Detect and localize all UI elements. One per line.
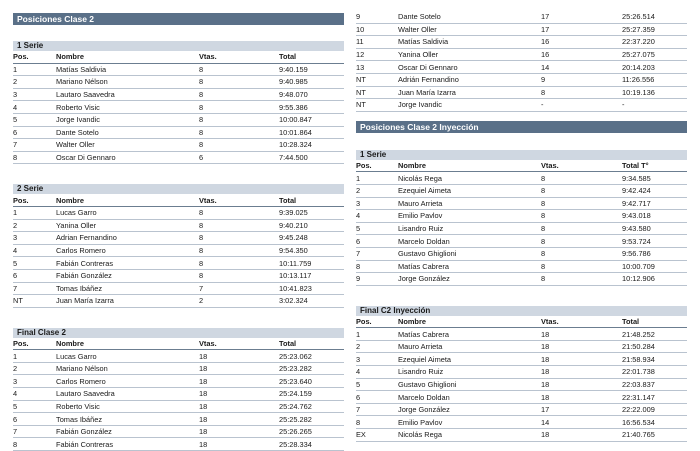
table-row xyxy=(356,48,687,61)
laps-cell: 8 xyxy=(541,260,622,273)
total-cell: 9:34.585 xyxy=(622,172,687,185)
name-cell: Carlos Romero xyxy=(56,375,199,388)
name-cell: Nicolás Rega xyxy=(398,172,541,185)
pos-cell: 5 xyxy=(13,400,56,413)
laps-cell: 8 xyxy=(199,219,279,232)
table-row xyxy=(356,197,687,210)
total-cell: 9:42.424 xyxy=(622,184,687,197)
laps-cell: 18 xyxy=(199,388,279,401)
table-row xyxy=(356,247,687,260)
total-cell: 9:48.070 xyxy=(279,88,344,101)
name-cell: Mauro Arrieta xyxy=(398,197,541,210)
total-cell: 22:31.147 xyxy=(622,391,687,404)
total-cell: 10:13.117 xyxy=(279,269,344,282)
table-row xyxy=(13,101,344,114)
table-row xyxy=(13,282,344,295)
table-row xyxy=(356,73,687,86)
name-cell: Matías Saldivia xyxy=(56,63,199,76)
table-row xyxy=(356,260,687,273)
name-cell: Tomas Ibáñez xyxy=(56,282,199,295)
pos-cell: NT xyxy=(356,86,398,99)
laps-cell: 18 xyxy=(199,350,279,363)
table-row xyxy=(356,86,687,99)
laps-cell: 6 xyxy=(199,151,279,164)
serie-1-title: 1 Serie xyxy=(13,41,344,51)
table-row xyxy=(13,388,344,401)
laps-cell: 18 xyxy=(541,328,622,341)
serie-2-title: 2 Serie xyxy=(13,184,344,194)
total-cell: 25:25.282 xyxy=(279,413,344,426)
name-cell: Tomas Ibáñez xyxy=(56,413,199,426)
name-header: Nombre xyxy=(398,160,541,172)
laps-cell: 2 xyxy=(199,295,279,308)
total-cell: 10:01.864 xyxy=(279,126,344,139)
laps-cell: 8 xyxy=(541,184,622,197)
laps-cell: 18 xyxy=(541,340,622,353)
table-row xyxy=(356,235,687,248)
name-cell: Dante Sotelo xyxy=(398,11,541,23)
total-cell: 25:24.762 xyxy=(279,400,344,413)
pos-cell: 8 xyxy=(13,151,56,164)
inyeccion-serie-1-table xyxy=(356,160,687,286)
total-cell: 9:40.159 xyxy=(279,63,344,76)
pos-cell: NT xyxy=(13,295,56,308)
total-cell: 21:48.252 xyxy=(622,328,687,341)
name-cell: Adrián Fernandino xyxy=(398,73,541,86)
name-cell: Gustavo Ghiglioni xyxy=(398,247,541,260)
pos-header: Pos. xyxy=(356,160,398,172)
table-row xyxy=(13,244,344,257)
table-row xyxy=(356,23,687,36)
total-cell: 10:19.136 xyxy=(622,86,687,99)
table-row xyxy=(356,210,687,223)
name-cell: Lucas Garro xyxy=(56,206,199,219)
pos-cell: 6 xyxy=(356,235,398,248)
table-row xyxy=(13,295,344,308)
name-cell: Fabián Contreras xyxy=(56,257,199,270)
table-row xyxy=(13,350,344,363)
name-header: Nombre xyxy=(398,316,541,328)
pos-cell: 6 xyxy=(356,391,398,404)
pos-cell: 3 xyxy=(356,197,398,210)
table-row xyxy=(13,269,344,282)
pos-cell: 7 xyxy=(13,282,56,295)
final-clase-2-continued-table xyxy=(356,11,687,112)
name-cell: Oscar Di Gennaro xyxy=(398,61,541,74)
pos-cell: 8 xyxy=(356,416,398,429)
laps-cell: 8 xyxy=(199,113,279,126)
total-cell: 9:40.210 xyxy=(279,219,344,232)
table-row xyxy=(13,88,344,101)
name-cell: Marcelo Doldan xyxy=(398,235,541,248)
laps-header: Vtas. xyxy=(199,338,279,350)
laps-cell: 18 xyxy=(199,362,279,375)
laps-cell: 18 xyxy=(541,429,622,442)
table-row xyxy=(13,413,344,426)
final-clase-2-title: Final Clase 2 xyxy=(13,328,344,338)
clase-2-banner: Posiciones Clase 2 xyxy=(13,13,344,25)
laps-cell: 8 xyxy=(541,172,622,185)
name-cell: Juan María Izarra xyxy=(56,295,199,308)
right-column xyxy=(356,0,687,442)
name-cell: Roberto Visic xyxy=(56,101,199,114)
total-header: Total xyxy=(622,316,687,328)
pos-cell: 5 xyxy=(13,257,56,270)
name-cell: Lisandro Ruiz xyxy=(398,222,541,235)
laps-cell: 8 xyxy=(199,244,279,257)
name-cell: Marcelo Doldan xyxy=(398,391,541,404)
laps-cell: 16 xyxy=(541,36,622,49)
pos-cell: 12 xyxy=(356,48,398,61)
table-row xyxy=(13,113,344,126)
pos-cell: 5 xyxy=(356,378,398,391)
pos-cell: 7 xyxy=(13,425,56,438)
laps-header: Vtas. xyxy=(541,160,622,172)
laps-cell: 17 xyxy=(541,403,622,416)
pos-cell: 1 xyxy=(13,206,56,219)
table-header-row xyxy=(13,338,344,350)
pos-cell: EX xyxy=(356,429,398,442)
final-c2-inyeccion-title: Final C2 Inyección xyxy=(356,306,687,316)
table-header-row xyxy=(13,51,344,63)
table-row xyxy=(13,139,344,152)
laps-cell: 18 xyxy=(199,375,279,388)
table-row xyxy=(356,11,687,23)
total-cell: 22:03.837 xyxy=(622,378,687,391)
name-cell: Yanina Oller xyxy=(398,48,541,61)
laps-cell: 8 xyxy=(199,88,279,101)
laps-cell: 8 xyxy=(199,206,279,219)
table-row xyxy=(13,232,344,245)
pos-cell: 9 xyxy=(356,11,398,23)
total-cell: 20:14.203 xyxy=(622,61,687,74)
laps-cell: 18 xyxy=(199,400,279,413)
table-row xyxy=(13,206,344,219)
table-row xyxy=(356,61,687,74)
pos-cell: 2 xyxy=(13,219,56,232)
name-cell: Mariano Nélson xyxy=(56,76,199,89)
pos-cell: 11 xyxy=(356,36,398,49)
table-row xyxy=(356,172,687,185)
laps-cell: 16 xyxy=(541,48,622,61)
table-row xyxy=(13,63,344,76)
laps-cell: 8 xyxy=(199,232,279,245)
name-cell: Mauro Arrieta xyxy=(398,340,541,353)
name-cell: Oscar Di Gennaro xyxy=(56,151,199,164)
pos-cell: 3 xyxy=(356,353,398,366)
total-cell: 10:00.709 xyxy=(622,260,687,273)
pos-cell: 6 xyxy=(13,413,56,426)
pos-cell: 6 xyxy=(13,269,56,282)
pos-cell: 13 xyxy=(356,61,398,74)
total-cell: 25:26.514 xyxy=(622,11,687,23)
name-cell: Lautaro Saavedra xyxy=(56,388,199,401)
laps-cell: 8 xyxy=(541,210,622,223)
total-cell: 21:58.934 xyxy=(622,353,687,366)
name-cell: Fabián Contreras xyxy=(56,438,199,451)
total-cell: 25:27.075 xyxy=(622,48,687,61)
total-cell: 7:44.500 xyxy=(279,151,344,164)
laps-cell: 18 xyxy=(541,378,622,391)
table-row xyxy=(13,76,344,89)
laps-cell: 18 xyxy=(199,425,279,438)
total-cell: - xyxy=(622,99,687,112)
pos-cell: 1 xyxy=(356,328,398,341)
pos-cell: 5 xyxy=(13,113,56,126)
laps-cell: 8 xyxy=(541,235,622,248)
name-cell: Juan María Izarra xyxy=(398,86,541,99)
table-row xyxy=(356,378,687,391)
serie-2-table xyxy=(13,194,344,307)
name-cell: Yanina Oller xyxy=(56,219,199,232)
total-cell: 10:00.847 xyxy=(279,113,344,126)
total-header: Total T° xyxy=(622,160,687,172)
total-header: Total xyxy=(279,338,344,350)
table-row xyxy=(13,362,344,375)
pos-cell: 8 xyxy=(356,260,398,273)
pos-cell: 2 xyxy=(356,184,398,197)
total-cell: 21:50.284 xyxy=(622,340,687,353)
total-cell: 25:23.062 xyxy=(279,350,344,363)
pos-cell: 7 xyxy=(356,247,398,260)
laps-cell: 18 xyxy=(541,353,622,366)
total-cell: 25:23.282 xyxy=(279,362,344,375)
total-cell: 10:11.759 xyxy=(279,257,344,270)
pos-cell: 3 xyxy=(13,232,56,245)
name-cell: Carlos Romero xyxy=(56,244,199,257)
name-cell: Mariano Nélson xyxy=(56,362,199,375)
name-cell: Jorge Ivandic xyxy=(398,99,541,112)
total-cell: 9:53.724 xyxy=(622,235,687,248)
name-cell: Emilio Pavlov xyxy=(398,210,541,223)
laps-cell: 8 xyxy=(541,197,622,210)
table-row xyxy=(356,366,687,379)
pos-cell: 2 xyxy=(13,362,56,375)
name-cell: Ezequiel Aimeta xyxy=(398,184,541,197)
laps-cell: 8 xyxy=(541,247,622,260)
total-cell: 9:54.350 xyxy=(279,244,344,257)
name-cell: Matías Cabrera xyxy=(398,260,541,273)
name-cell: Matías Saldivia xyxy=(398,36,541,49)
laps-header: Vtas. xyxy=(199,51,279,63)
pos-cell: 4 xyxy=(13,244,56,257)
name-cell: Walter Oller xyxy=(398,23,541,36)
total-cell: 9:43.018 xyxy=(622,210,687,223)
pos-cell: 4 xyxy=(356,366,398,379)
total-cell: 9:55.386 xyxy=(279,101,344,114)
pos-cell: 1 xyxy=(13,350,56,363)
table-row xyxy=(356,36,687,49)
total-cell: 22:01.738 xyxy=(622,366,687,379)
table-row xyxy=(356,273,687,286)
table-row xyxy=(356,328,687,341)
pos-cell: 4 xyxy=(13,101,56,114)
total-cell: 9:40.985 xyxy=(279,76,344,89)
total-cell: 21:40.765 xyxy=(622,429,687,442)
total-cell: 22:22.009 xyxy=(622,403,687,416)
name-cell: Dante Sotelo xyxy=(56,126,199,139)
laps-cell: 7 xyxy=(199,282,279,295)
table-row xyxy=(356,403,687,416)
total-cell: 10:12.906 xyxy=(622,273,687,286)
name-cell: Emilio Pavlov xyxy=(398,416,541,429)
name-cell: Jorge González xyxy=(398,403,541,416)
name-cell: Adrian Fernandino xyxy=(56,232,199,245)
laps-cell: 8 xyxy=(199,139,279,152)
total-cell: 25:23.640 xyxy=(279,375,344,388)
total-cell: 9:45.248 xyxy=(279,232,344,245)
laps-cell: 8 xyxy=(541,86,622,99)
laps-cell: 14 xyxy=(541,61,622,74)
laps-cell: 18 xyxy=(199,438,279,451)
final-c2-inyeccion-table xyxy=(356,316,687,442)
inyeccion-serie-1-title: 1 Serie xyxy=(356,150,687,160)
serie-1-table xyxy=(13,51,344,164)
table-row xyxy=(356,429,687,442)
table-row xyxy=(13,375,344,388)
table-row xyxy=(13,400,344,413)
laps-cell: 8 xyxy=(541,273,622,286)
laps-cell: 18 xyxy=(541,391,622,404)
laps-cell: 14 xyxy=(541,416,622,429)
laps-cell: 8 xyxy=(199,63,279,76)
laps-cell: 8 xyxy=(199,257,279,270)
pos-cell: 8 xyxy=(13,438,56,451)
total-header: Total xyxy=(279,194,344,206)
name-cell: Gustavo Ghiglioni xyxy=(398,378,541,391)
total-cell: 25:27.359 xyxy=(622,23,687,36)
name-cell: Fabián González xyxy=(56,425,199,438)
laps-cell: 18 xyxy=(541,366,622,379)
laps-cell: 17 xyxy=(541,23,622,36)
left-column xyxy=(13,0,344,451)
table-header-row xyxy=(13,194,344,206)
name-cell: Jorge Ivandic xyxy=(56,113,199,126)
total-cell: 25:28.334 xyxy=(279,438,344,451)
total-cell: 3:02.324 xyxy=(279,295,344,308)
pos-cell: 7 xyxy=(356,403,398,416)
pos-cell: 1 xyxy=(356,172,398,185)
name-cell: Jorge González xyxy=(398,273,541,286)
total-cell: 11:26.556 xyxy=(622,73,687,86)
pos-cell: 10 xyxy=(356,23,398,36)
total-cell: 10:41.823 xyxy=(279,282,344,295)
table-row xyxy=(13,151,344,164)
laps-cell: 9 xyxy=(541,73,622,86)
table-row xyxy=(356,340,687,353)
pos-cell: 5 xyxy=(356,222,398,235)
total-cell: 22:37.220 xyxy=(622,36,687,49)
name-cell: Roberto Visic xyxy=(56,400,199,413)
table-header-row xyxy=(356,160,687,172)
table-row xyxy=(13,257,344,270)
name-cell: Nicolás Rega xyxy=(398,429,541,442)
pos-cell: 2 xyxy=(356,340,398,353)
laps-cell: 8 xyxy=(199,269,279,282)
table-row xyxy=(13,219,344,232)
pos-header: Pos. xyxy=(13,194,56,206)
pos-cell: 4 xyxy=(356,210,398,223)
name-cell: Walter Oller xyxy=(56,139,199,152)
pos-cell: NT xyxy=(356,99,398,112)
laps-cell: 18 xyxy=(199,413,279,426)
laps-cell: 8 xyxy=(199,76,279,89)
table-row xyxy=(356,391,687,404)
pos-cell: 4 xyxy=(13,388,56,401)
total-cell: 9:39.025 xyxy=(279,206,344,219)
pos-header: Pos. xyxy=(13,51,56,63)
pos-cell: NT xyxy=(356,73,398,86)
pos-cell: 9 xyxy=(356,273,398,286)
total-cell: 25:24.159 xyxy=(279,388,344,401)
pos-header: Pos. xyxy=(13,338,56,350)
laps-header: Vtas. xyxy=(199,194,279,206)
pos-cell: 6 xyxy=(13,126,56,139)
total-cell: 9:56.786 xyxy=(622,247,687,260)
pos-cell: 7 xyxy=(13,139,56,152)
name-cell: Lautaro Saavedra xyxy=(56,88,199,101)
total-header: Total xyxy=(279,51,344,63)
laps-cell: 8 xyxy=(199,101,279,114)
laps-cell: - xyxy=(541,99,622,112)
table-row xyxy=(356,416,687,429)
pos-cell: 2 xyxy=(13,76,56,89)
laps-cell: 17 xyxy=(541,11,622,23)
laps-header: Vtas. xyxy=(541,316,622,328)
pos-cell: 1 xyxy=(13,63,56,76)
name-cell: Lucas Garro xyxy=(56,350,199,363)
total-cell: 9:43.580 xyxy=(622,222,687,235)
name-header: Nombre xyxy=(56,338,199,350)
laps-cell: 8 xyxy=(199,126,279,139)
final-clase-2-table xyxy=(13,338,344,451)
name-cell: Fabián González xyxy=(56,269,199,282)
name-cell: Matías Cabrera xyxy=(398,328,541,341)
table-row xyxy=(356,99,687,112)
clase-2-inyeccion-banner: Posiciones Clase 2 Inyección xyxy=(356,121,687,133)
table-row xyxy=(13,126,344,139)
name-header: Nombre xyxy=(56,51,199,63)
table-row xyxy=(356,222,687,235)
table-row xyxy=(356,353,687,366)
pos-header: Pos. xyxy=(356,316,398,328)
table-header-row xyxy=(356,316,687,328)
total-cell: 9:42.717 xyxy=(622,197,687,210)
table-row xyxy=(356,184,687,197)
pos-cell: 3 xyxy=(13,375,56,388)
laps-cell: 8 xyxy=(541,222,622,235)
name-header: Nombre xyxy=(56,194,199,206)
total-cell: 25:26.265 xyxy=(279,425,344,438)
name-cell: Ezequiel Aimeta xyxy=(398,353,541,366)
name-cell: Lisandro Ruiz xyxy=(398,366,541,379)
total-cell: 16:56.534 xyxy=(622,416,687,429)
table-row xyxy=(13,425,344,438)
pos-cell: 3 xyxy=(13,88,56,101)
total-cell: 10:28.324 xyxy=(279,139,344,152)
